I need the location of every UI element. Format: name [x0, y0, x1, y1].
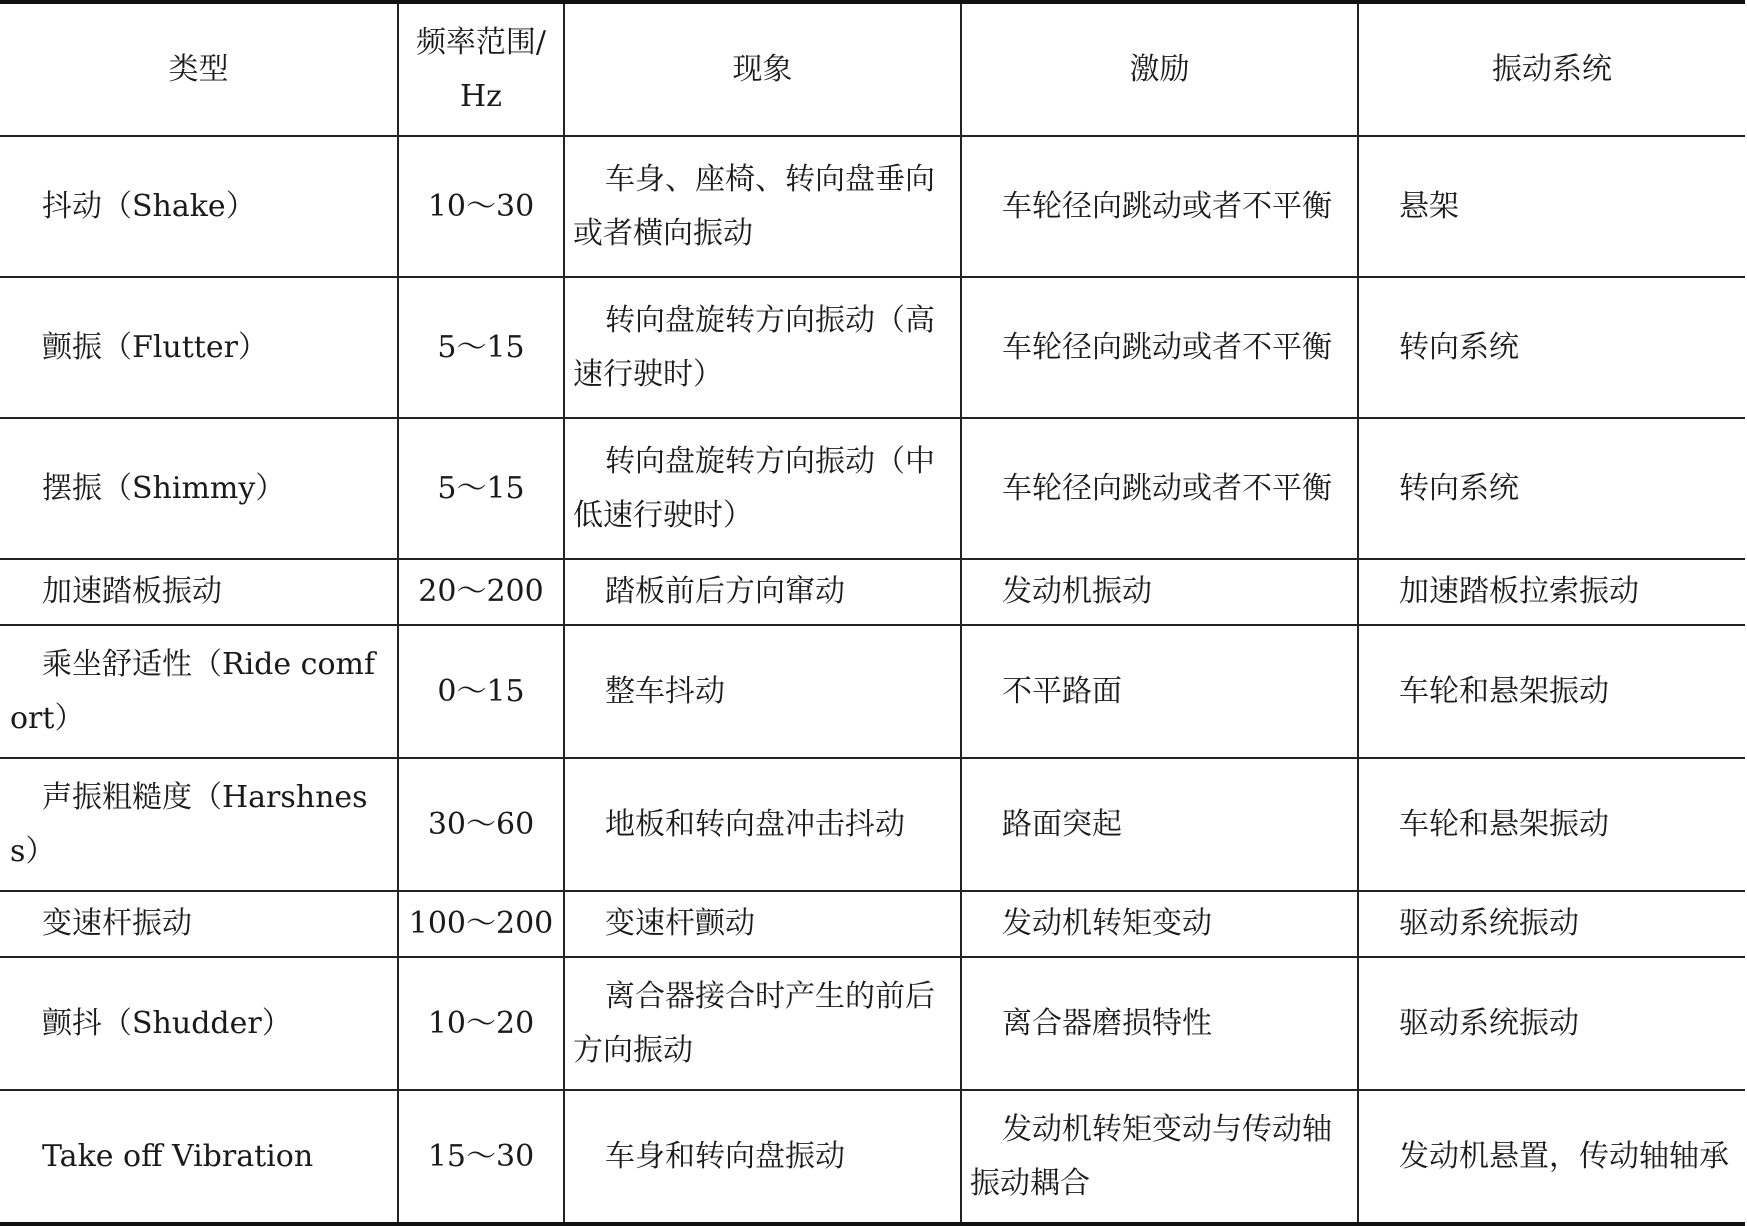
cell-excitation: 离合器磨损特性 [961, 957, 1358, 1090]
cell-frequency: 0～15 [398, 625, 564, 758]
cell-vibration-system: 车轮和悬架振动 [1358, 758, 1745, 891]
cell-vibration-system: 加速踏板拉索振动 [1358, 559, 1745, 625]
cell-excitation: 发动机振动 [961, 559, 1358, 625]
cell-excitation: 发动机转矩变动 [961, 891, 1358, 957]
cell-frequency: 10～20 [398, 957, 564, 1090]
cell-phenomenon: 踏板前后方向窜动 [564, 559, 961, 625]
cell-excitation: 车轮径向跳动或者不平衡 [961, 418, 1358, 559]
cell-type: 颤抖（Shudder） [0, 957, 398, 1090]
header-row [0, 2, 1745, 136]
cell-type: 声振粗糙度（Harshness） [0, 758, 398, 891]
cell-phenomenon: 转向盘旋转方向振动（中低速行驶时） [564, 418, 961, 559]
cell-excitation: 车轮径向跳动或者不平衡 [961, 277, 1358, 418]
header-phenomenon: 现象 [564, 2, 961, 136]
cell-excitation: 路面突起 [961, 758, 1358, 891]
cell-vibration-system: 车轮和悬架振动 [1358, 625, 1745, 758]
cell-vibration-system: 驱动系统振动 [1358, 957, 1745, 1090]
cell-frequency: 100～200 [398, 891, 564, 957]
cell-vibration-system: 驱动系统振动 [1358, 891, 1745, 957]
table-row [0, 957, 1745, 1090]
header-type: 类型 [0, 2, 398, 136]
cell-phenomenon: 离合器接合时产生的前后方向振动 [564, 957, 961, 1090]
cell-vibration-system: 发动机悬置，传动轴轴承 [1358, 1090, 1745, 1224]
cell-phenomenon: 变速杆颤动 [564, 891, 961, 957]
cell-vibration-system: 转向系统 [1358, 277, 1745, 418]
table-row [0, 625, 1745, 758]
cell-vibration-system: 转向系统 [1358, 418, 1745, 559]
table-row [0, 758, 1745, 891]
cell-frequency: 10～30 [398, 136, 564, 277]
header-excitation: 激励 [961, 2, 1358, 136]
table-row [0, 418, 1745, 559]
cell-phenomenon: 地板和转向盘冲击抖动 [564, 758, 961, 891]
cell-phenomenon: 车身和转向盘振动 [564, 1090, 961, 1224]
cell-vibration-system: 悬架 [1358, 136, 1745, 277]
cell-frequency: 5～15 [398, 277, 564, 418]
cell-type: 摆振（Shimmy） [0, 418, 398, 559]
cell-type: 颤振（Flutter） [0, 277, 398, 418]
cell-type: 抖动（Shake） [0, 136, 398, 277]
cell-frequency: 20～200 [398, 559, 564, 625]
cell-excitation: 不平路面 [961, 625, 1358, 758]
header-vibration-system: 振动系统 [1358, 2, 1745, 136]
cell-excitation: 发动机转矩变动与传动轴振动耦合 [961, 1090, 1358, 1224]
cell-excitation: 车轮径向跳动或者不平衡 [961, 136, 1358, 277]
table-row [0, 559, 1745, 625]
cell-type: 加速踏板振动 [0, 559, 398, 625]
header-frequency: 频率范围/Hz [398, 2, 564, 136]
table-row [0, 1090, 1745, 1224]
cell-phenomenon: 转向盘旋转方向振动（高速行驶时） [564, 277, 961, 418]
table-row [0, 277, 1745, 418]
table-row [0, 891, 1745, 957]
cell-frequency: 30～60 [398, 758, 564, 891]
cell-type: Take off Vibration [0, 1090, 398, 1224]
cell-phenomenon: 车身、座椅、转向盘垂向或者横向振动 [564, 136, 961, 277]
cell-frequency: 5～15 [398, 418, 564, 559]
cell-frequency: 15～30 [398, 1090, 564, 1224]
table-row [0, 136, 1745, 277]
cell-type: 变速杆振动 [0, 891, 398, 957]
cell-type: 乘坐舒适性（Ride comfort） [0, 625, 398, 758]
cell-phenomenon: 整车抖动 [564, 625, 961, 758]
